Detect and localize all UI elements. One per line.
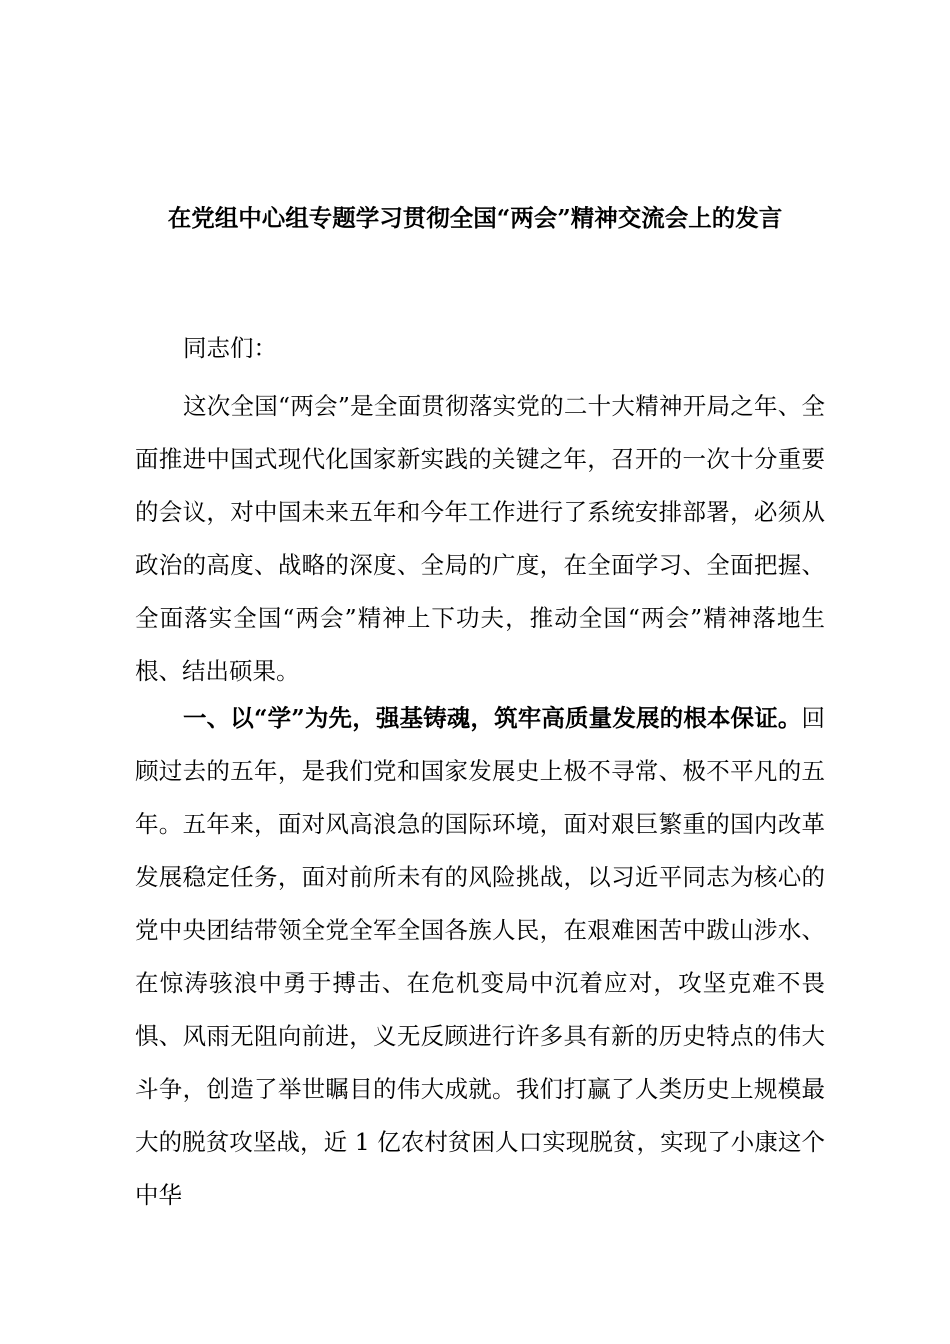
document-title: 在党组中心组专题学习贯彻全国“两会”精神交流会上的发言	[167, 204, 783, 232]
paragraph-section-1	[135, 692, 825, 1222]
section-1-text: 回顾过去的五年，是我们党和国家发展史上极不寻常、极不平凡的五年。五年来，面对风高浪急的国际环境，面对艰巨繁重的国内改革发展稳定任务，面对前所未有的风险挑战，以习近平同志为核心的党中央团结带领全党全军全国各族人民，在艰难困苦中跋山涉水、在惊涛骇浪中勇于搏击、在危机变局中沉着应对，攻坚克难不畏惧、风雨无阻向前进，义无反顾进行许多具有新的历史特点的伟大斗争，创造了举世瞩目的伟大成就。我们打赢了人类历史上规模最大的脱贫攻坚战，近 1 亿农村贫困人口实现脱贫，实现了小康这个中华	[135, 704, 825, 1209]
greeting: 同志们：	[183, 334, 277, 362]
section-1-heading: 一、以“学”为先，强基铸魂，筑牢高质量发展的根本保证。	[183, 704, 802, 732]
paragraph-intro: 这次全国“两会”是全面贯彻落实党的二十大精神开局之年、全面推进中国式现代化国家新实践的关键之年，召开的一次十分重要的会议，对中国未来五年和今年工作进行了系统安排部署，必须从政治的高度、战略的深度、全局的广度，在全面学习、全面把握、全面落实全国“两会”精神上下功夫，推动全国“两会”精神落地生根、结出硕果。	[135, 392, 825, 685]
